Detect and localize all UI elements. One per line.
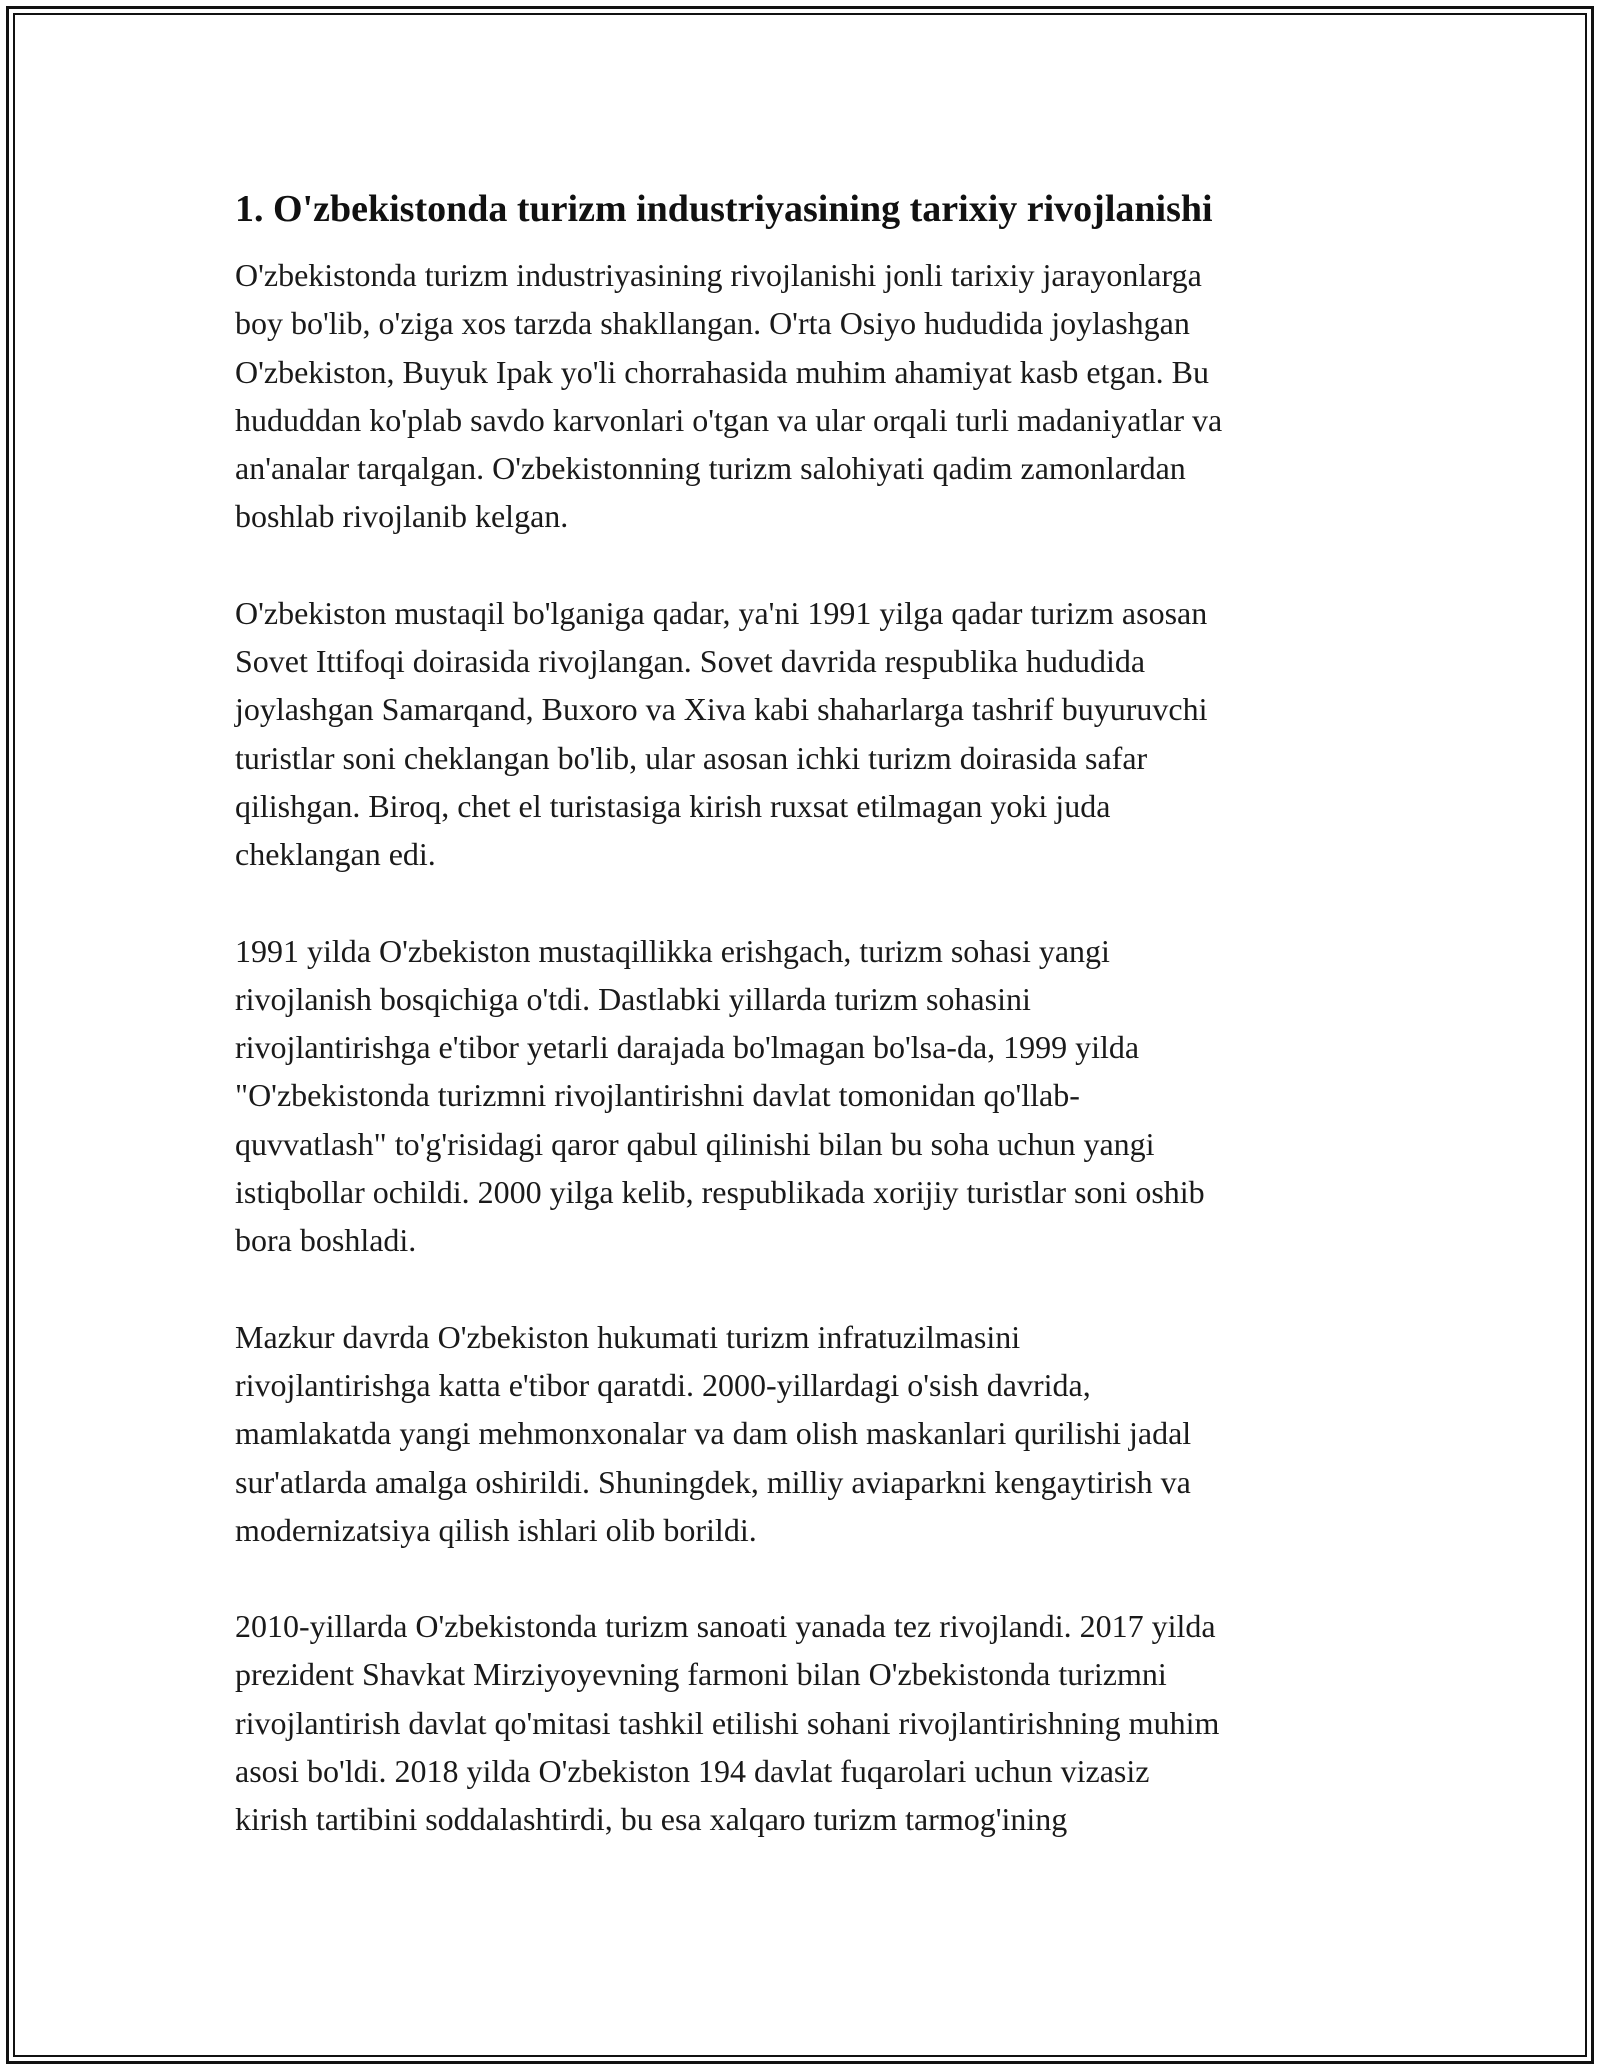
paragraph-1 bbox=[235, 251, 1375, 541]
paragraph-line: cheklangan edi. bbox=[235, 836, 436, 873]
paragraph-line: rivojlantirishga katta e'tibor qaratdi. 2000-yillardagi o'sish davrida, bbox=[235, 1366, 1091, 1403]
paragraph-line: quvvatlash" to'g'risidagi qaror qabul qilinishi bilan bu soha uchun yangi bbox=[235, 1125, 1155, 1162]
paragraph-line: kirish tartibini soddalashtirdi, bu esa xalqaro turizm tarmog'ining bbox=[235, 1801, 1068, 1838]
paragraph-3 bbox=[235, 927, 1375, 1265]
paragraph-line: an'analar tarqalgan. O'zbekistonning turizm salohiyati qadim zamonlardan bbox=[235, 450, 1186, 487]
paragraph-line: O'zbekistonda turizm industriyasining rivojlanishi jonli tarixiy jarayonlarga bbox=[235, 257, 1202, 293]
paragraph-line: boshlab rivojlanib kelgan. bbox=[235, 498, 569, 535]
paragraph-line: rivojlantirishga e'tibor yetarli darajada bo'lmagan bo'lsa-da, 1999 yilda bbox=[235, 1029, 1140, 1066]
paragraph-line: qilishgan. Biroq, chet el turistasiga kirish ruxsat etilmagan yoki juda bbox=[235, 787, 1111, 824]
paragraph-line: mamlakatda yangi mehmonxonalar va dam olish maskanlari qurilishi jadal bbox=[235, 1415, 1192, 1452]
paragraph-line: boy bo'lib, o'ziga xos tarzda shakllangan. O'rta Osiyo hududida joylashgan bbox=[235, 305, 1190, 342]
paragraph-line: bora boshladi. bbox=[235, 1222, 417, 1259]
paragraph-line: hududdan ko'plab savdo karvonlari o'tgan va ular orqali turli madaniyatlar va bbox=[235, 401, 1223, 438]
paragraph-line: prezident Shavkat Mirziyoyevning farmoni bilan O'zbekistonda turizmni bbox=[235, 1656, 1167, 1693]
section-heading: 1. O'zbekistonda turizm industriyasining tarixiy rivojlanishi bbox=[235, 188, 1213, 230]
document-body bbox=[235, 185, 1375, 1892]
paragraph-line: 2010-yillarda O'zbekistonda turizm sanoati yanada tez rivojlandi. 2017 yilda bbox=[235, 1608, 1216, 1645]
paragraph-4 bbox=[235, 1313, 1375, 1554]
paragraph-line: sur'atlarda amalga oshirildi. Shuningdek, milliy aviaparkni kengaytirish va bbox=[235, 1463, 1191, 1500]
paragraph-line: modernizatsiya qilish ishlari olib borildi. bbox=[235, 1511, 757, 1548]
paragraph-line: istiqbollar ochildi. 2000 yilga kelib, respublikada xorijiy turistlar soni oshib bbox=[235, 1174, 1205, 1211]
paragraph-line: joylashgan Samarqand, Buxoro va Xiva kabi shaharlarga tashrif buyuruvchi bbox=[235, 691, 1208, 728]
paragraph-5 bbox=[235, 1602, 1375, 1843]
paragraph-line: asosi bo'ldi. 2018 yilda O'zbekiston 194 davlat fuqarolari uchun vizasiz bbox=[235, 1753, 1150, 1790]
paragraph-line: "O'zbekistonda turizmni rivojlantirishni davlat tomonidan qo'llab- bbox=[235, 1077, 1080, 1114]
paragraph-line: rivojlantirish davlat qo'mitasi tashkil etilishi sohani rivojlantirishning muhim bbox=[235, 1704, 1220, 1741]
paragraph-line: O'zbekiston mustaqil bo'lganiga qadar, ya'ni 1991 yilga qadar turizm asosan bbox=[235, 594, 1208, 631]
paragraph-2 bbox=[235, 589, 1375, 879]
paragraph-line: Mazkur davrda O'zbekiston hukumati turizm infratuzilmasini bbox=[235, 1318, 1021, 1355]
paragraph-line: rivojlanish bosqichiga o'tdi. Dastlabki yillarda turizm sohasini bbox=[235, 980, 1031, 1017]
paragraph-line: 1991 yilda O'zbekiston mustaqillikka erishgach, turizm sohasi yangi bbox=[235, 932, 1110, 969]
paragraph-line: Sovet Ittifoqi doirasida rivojlangan. Sovet davrida respublika hududida bbox=[235, 643, 1146, 680]
paragraph-line: turistlar soni cheklangan bo'lib, ular asosan ichki turizm doirasida safar bbox=[235, 739, 1148, 776]
paragraph-line: O'zbekiston, Buyuk Ipak yo'li chorrahasida muhim ahamiyat kasb etgan. Bu bbox=[235, 353, 1209, 390]
